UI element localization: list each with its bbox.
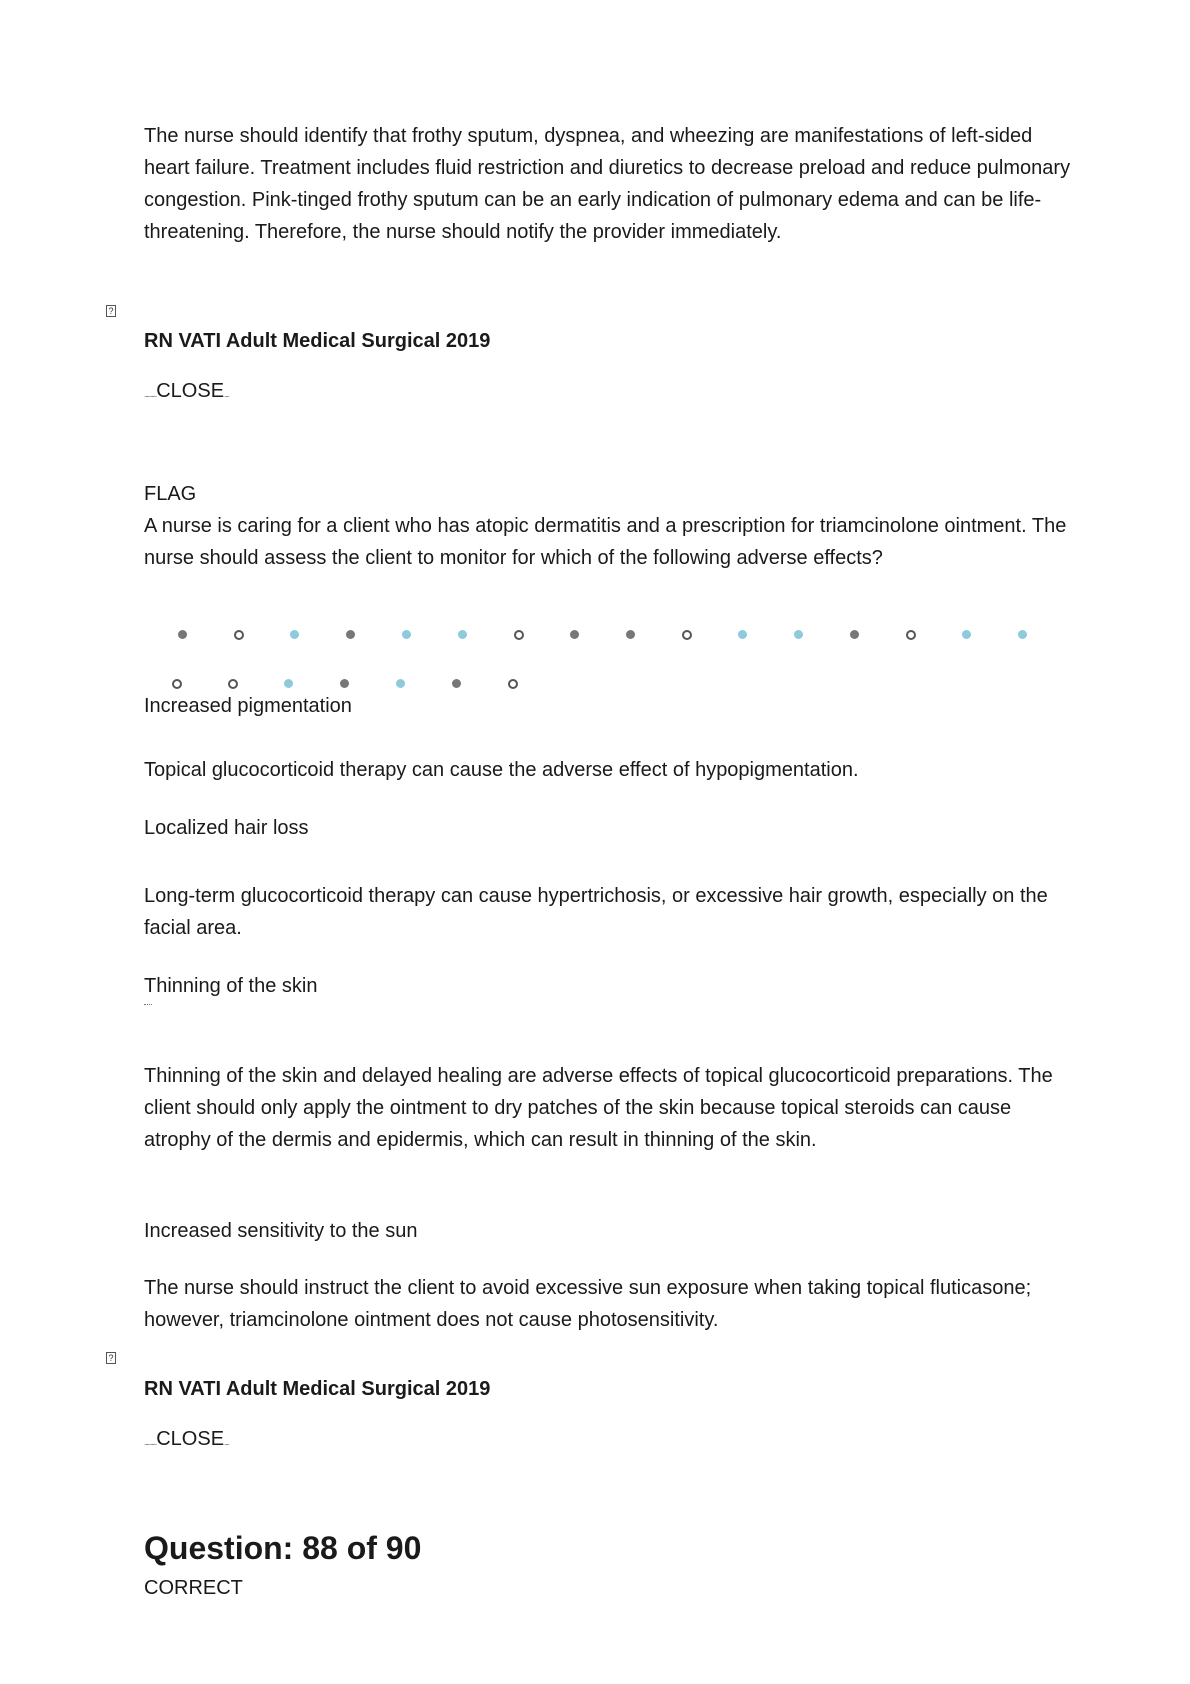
progress-dot [906, 630, 916, 640]
source-title: RN VATI Adult Medical Surgical 2019 [144, 1378, 491, 1400]
progress-dot [794, 630, 803, 639]
progress-dot [290, 630, 299, 639]
progress-dot [508, 679, 518, 689]
result-status: CORRECT [144, 1577, 243, 1599]
option-1-rationale: Topical glucocorticoid therapy can cause the adverse effect of hypopigmentation. [144, 759, 859, 781]
flag-button[interactable]: FLAG [144, 483, 197, 505]
previous-rationale [144, 120, 1074, 248]
progress-dot [340, 679, 349, 688]
progress-dot [514, 630, 524, 640]
option-4-rationale: The nurse should instruct the client to avoid excessive sun exposure when taking topical fluticasone; however, triamcinolone ointment does not cause photosensitivity. [144, 1277, 1032, 1331]
progress-dot [402, 630, 411, 639]
progress-dot [396, 679, 405, 688]
question-stem [144, 510, 1074, 574]
progress-dot [172, 679, 182, 689]
question-counter: Question: 88 of 90 [144, 1530, 422, 1566]
dotted-underline [144, 1004, 152, 1005]
close-button[interactable]: ..........CLOSE.... [144, 1428, 229, 1450]
progress-dot [738, 630, 747, 639]
progress-dot [682, 630, 692, 640]
question-text: A nurse is caring for a client who has atopic dermatitis and a prescription for triamcinolone ointment. The nurse should assess the client to monitor for which of the following adverse effects? [144, 515, 1067, 569]
close-button[interactable]: ..........CLOSE.... [144, 380, 229, 402]
progress-dot [962, 630, 971, 639]
progress-dot [850, 630, 859, 639]
option-1-label[interactable]: Increased pigmentation [144, 695, 352, 717]
progress-dot [452, 679, 461, 688]
progress-dot [346, 630, 355, 639]
option-3-rationale: Thinning of the skin and delayed healing are adverse effects of topical glucocorticoid preparations. The client should only apply the ointment to dry patches of the skin because topical steroids can cause atrophy of the dermis and epidermis, which can result in thinning of the skin. [144, 1065, 1053, 1151]
progress-dot [234, 630, 244, 640]
progress-dot [284, 679, 293, 688]
progress-dot [1018, 630, 1027, 639]
option-4-label[interactable]: Increased sensitivity to the sun [144, 1220, 418, 1242]
progress-dot [570, 630, 579, 639]
option-2-rationale: Long-term glucocorticoid therapy can cause hypertrichosis, or excessive hair growth, especially on the facial area. [144, 885, 1048, 939]
rationale-text: The nurse should identify that frothy sputum, dyspnea, and wheezing are manifestations of left-sided heart failure. Treatment includes fluid restriction and diuretics to decrease preload and reduce pulmonary congestion. Pink-tinged frothy sputum can be an early indication of pulmonary edema and can be life-threatening. Therefore, the nurse should notify the provider immediately. [144, 125, 1071, 243]
broken-image-icon: ? [106, 1352, 116, 1364]
progress-dot [626, 630, 635, 639]
source-title: RN VATI Adult Medical Surgical 2019 [144, 330, 491, 352]
progress-dot [228, 679, 238, 689]
progress-dots-row-1 [144, 630, 1044, 650]
option-2-label[interactable]: Localized hair loss [144, 817, 309, 839]
progress-dot [178, 630, 187, 639]
progress-dot [458, 630, 467, 639]
option-3-label[interactable]: Thinning of the skin [144, 970, 1074, 1005]
broken-image-icon: ? [106, 305, 116, 317]
